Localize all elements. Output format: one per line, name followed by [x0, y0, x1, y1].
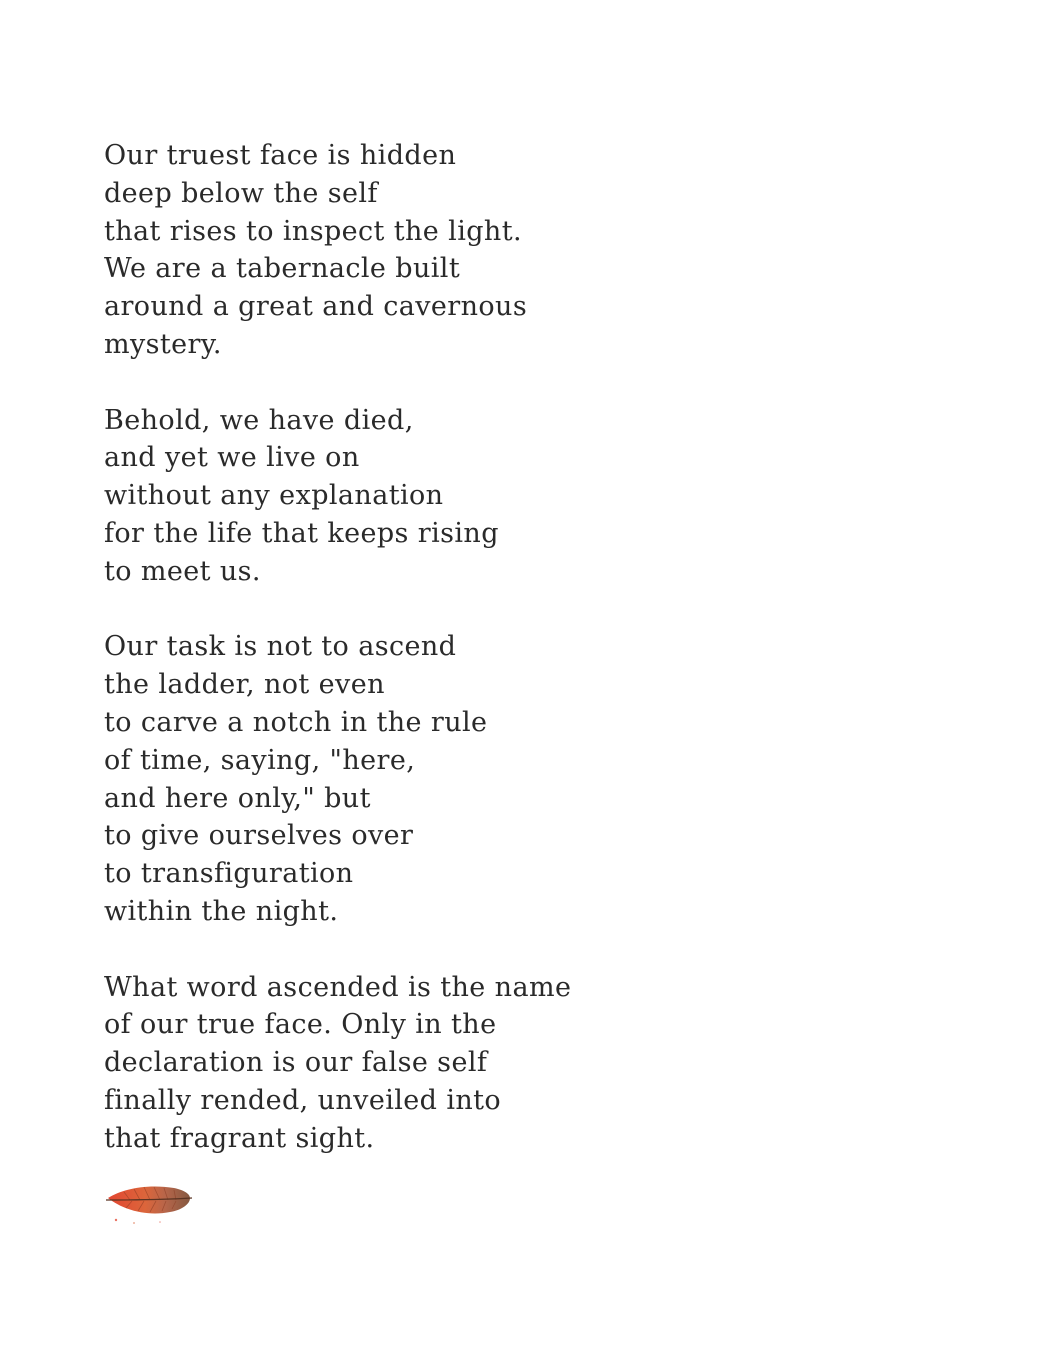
- poem-line: and yet we live on: [104, 442, 360, 474]
- poem-line: of time, saying, "here,: [104, 744, 416, 776]
- poem-body: [104, 137, 804, 1158]
- poem-line: Our truest face is hidden: [104, 140, 457, 171]
- poem-line: deep below the self: [104, 177, 378, 209]
- poem-line: to give ourselves over: [104, 820, 414, 852]
- stanza-2: [104, 402, 804, 591]
- poem-line: the ladder, not even: [104, 669, 385, 701]
- poem-line: Our task is not to ascend: [104, 631, 457, 663]
- poem-line: finally rended, unveiled into: [104, 1084, 502, 1116]
- poem-line: mystery.: [104, 328, 222, 360]
- poem-line: We are a tabernacle built: [104, 253, 461, 285]
- poem-line: without any explanation: [104, 480, 444, 512]
- poem-line: around a great and cavernous: [104, 291, 528, 323]
- poem-line: to carve a notch in the rule: [104, 706, 488, 738]
- poem-line: that rises to inspect the light.: [104, 215, 522, 247]
- poem-line: and here only," but: [104, 782, 371, 814]
- poem-line: declaration is our false self: [104, 1047, 488, 1079]
- feather-icon-graphic: [104, 1178, 194, 1228]
- poem-line: within the night.: [104, 895, 339, 927]
- poem-line: What word ascended is the name: [104, 971, 572, 1003]
- poem-line: that fragrant sight.: [104, 1122, 375, 1154]
- stanza-1: [104, 137, 804, 364]
- poem-line: of our true face. Only in the: [104, 1009, 497, 1041]
- feather-icon: [104, 1178, 194, 1228]
- stanza-4: [104, 969, 804, 1158]
- poem-line: to meet us.: [104, 555, 261, 587]
- poem-line: to transfiguration: [104, 858, 354, 890]
- poem-line: for the life that keeps rising: [104, 517, 499, 549]
- stanza-3: [104, 628, 804, 930]
- poem-line: Behold, we have died,: [104, 404, 414, 436]
